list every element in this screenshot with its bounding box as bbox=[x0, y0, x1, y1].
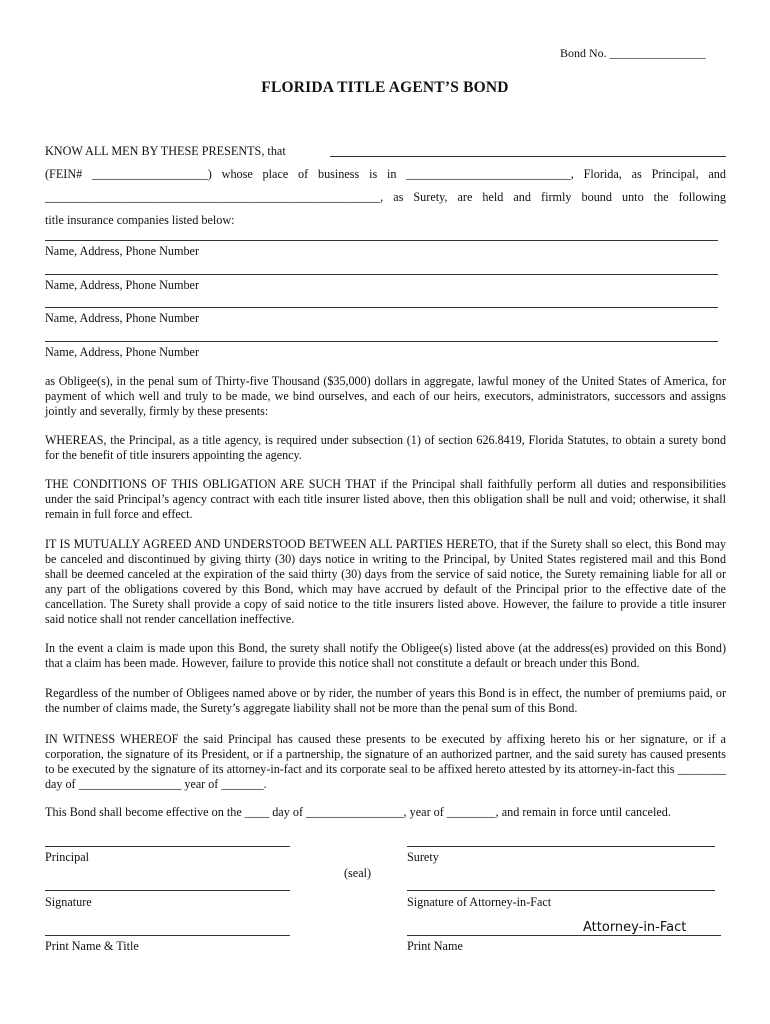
obligee-2-line[interactable] bbox=[45, 274, 718, 275]
paragraph-cancellation: IT IS MUTUALLY AGREED AND UNDERSTOOD BETWEEN ALL PARTIES HERETO, that if the Surety shall so elect, this Bond may be canceled and discontinued by giving thirty (30) days notice in writing to the Principal, by United States registered mail and this Bond shall be deemed canceled at the expiration of the said thirty (30) days from the service of said notice, the Surety remaining liable for all or any part of the obligations covered by this Bond, which may have accrued by default of the Principal prior to the effective date of the cancellation. The Surety shall provide a copy of said notice to the title insurers listed above. However, the failure to provide a title insurer said notice shall not render cancellation ineffective. bbox=[45, 537, 726, 626]
obligee-4-line[interactable] bbox=[45, 341, 718, 342]
paragraph-obligees: as Obligee(s), in the penal sum of Thirty-five Thousand ($35,000) dollars in aggregate, lawful money of the United States of America, for payment of which well and truly to be made, we bind ourselves, and each of our heirs, executors, administrators, successors and assigns jointly and severally, firmly by these presents: bbox=[45, 374, 726, 418]
signature-attorney-label: Signature of Attorney-in-Fact bbox=[407, 895, 552, 909]
principal-name-line[interactable] bbox=[330, 156, 726, 157]
print-name-title-line[interactable] bbox=[45, 935, 290, 936]
obligee-3-label: Name, Address, Phone Number bbox=[45, 311, 200, 325]
intro-fein-line[interactable]: (FEIN# ___________________) whose place of business is in ___________________________, Florida, as Principal, and bbox=[45, 167, 726, 181]
paragraph-conditions: THE CONDITIONS OF THIS OBLIGATION ARE SUCH THAT if the Principal shall faithfully perform all duties and responsibilities under the said Principal’s agency contract with each title insurer listed above, then this obligation shall be null and void; otherwise, it shall remain in full force and effect. bbox=[45, 477, 726, 521]
attorney-in-fact-fill[interactable]: Attorney-in-Fact bbox=[583, 920, 687, 935]
principal-signature-line[interactable] bbox=[45, 846, 290, 847]
obligee-4-label: Name, Address, Phone Number bbox=[45, 345, 200, 359]
principal-label: Principal bbox=[45, 850, 90, 864]
print-name-title-label: Print Name & Title bbox=[45, 939, 139, 953]
principal-signature-2-line[interactable] bbox=[45, 890, 290, 891]
paragraph-claim: In the event a claim is made upon this Bond, the surety shall notify the Obligee(s) listed above (at the address(es) provided on this Bond) that a claim has been made. However, failure to provide this notice shall not constitute a default or breach under this Bond. bbox=[45, 641, 726, 670]
obligee-2-label: Name, Address, Phone Number bbox=[45, 278, 200, 292]
signature-label: Signature bbox=[45, 895, 92, 909]
intro-surety-line[interactable]: _______________________________________________________, as Surety, are held and firmly bound unto the following bbox=[45, 190, 726, 204]
obligee-1-label: Name, Address, Phone Number bbox=[45, 244, 200, 258]
obligee-1-line[interactable] bbox=[45, 240, 718, 241]
effective-date-line[interactable]: This Bond shall become effective on the ____ day of ________________, year of ________, and remain in force until canceled. bbox=[45, 805, 671, 819]
seal-label: (seal) bbox=[344, 866, 372, 880]
paragraph-whereas: WHEREAS, the Principal, as a title agency, is required under subsection (1) of section 626.8419, Florida Statutes, to obtain a surety bond for the benefit of title insurers appointing the agency. bbox=[45, 433, 726, 462]
obligee-3-line[interactable] bbox=[45, 307, 718, 308]
bond-number-field[interactable]: Bond No. ________________ bbox=[560, 46, 706, 60]
surety-label: Surety bbox=[407, 850, 439, 864]
print-name-label: Print Name bbox=[407, 939, 463, 953]
paragraph-witness[interactable]: IN WITNESS WHEREOF the said Principal has caused these presents to be executed by affixing hereto his or her signature, or if a corporation, the signature of its President, or if a partnership, the signature of an authorized partner, and the said surety has caused presents to be executed by the signature of its attorney-in-fact and its corporate seal to be affixed hereto attested by its attorney-in-fact this ________ day of _________________ year of _______. bbox=[45, 732, 726, 791]
surety-signature-line[interactable] bbox=[407, 846, 715, 847]
paragraph-liability: Regardless of the number of Obligees named above or by rider, the number of years this Bond is in effect, the number of premiums paid, or the number of claims made, the Surety’s aggregate liability shall not be more than the penal sum of this Bond. bbox=[45, 686, 726, 715]
intro-title-insurers: title insurance companies listed below: bbox=[45, 213, 235, 227]
print-name-line[interactable] bbox=[407, 935, 721, 936]
attorney-signature-line[interactable] bbox=[407, 890, 715, 891]
intro-know-all-men: KNOW ALL MEN BY THESE PRESENTS, that bbox=[45, 144, 286, 158]
page-title: FLORIDA TITLE AGENT’S BOND bbox=[261, 79, 509, 96]
